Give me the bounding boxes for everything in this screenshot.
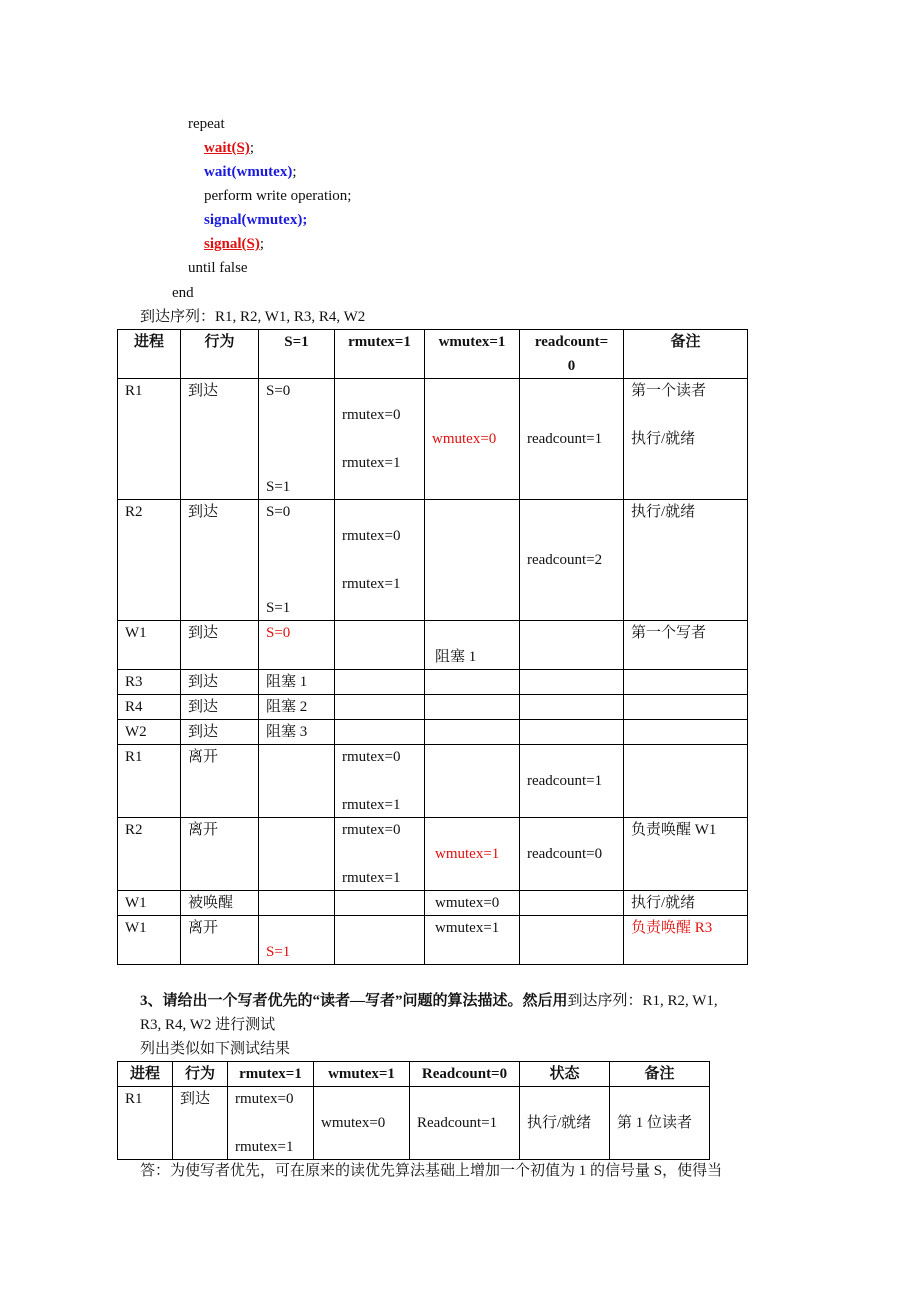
question-3-sequence: 到达序列：R1, R2, W1, [567, 993, 718, 1009]
cell-rmutex: rmutex=0 rmutex=1 [335, 745, 425, 818]
cell-wmutex: wmutex=0 [425, 379, 520, 500]
cell-remark [624, 745, 748, 818]
table-row [118, 818, 748, 891]
cell-rmutex [335, 621, 425, 670]
cell-process: W1 [118, 916, 181, 965]
table-row [118, 500, 748, 621]
cell-s: S=1 [259, 916, 335, 965]
cell-s [259, 818, 335, 891]
cell-action: 到达 [181, 500, 259, 621]
cell-process: R4 [118, 695, 181, 720]
header-remark: 备注 [624, 330, 748, 379]
cell-readcount [520, 916, 624, 965]
cell-wmutex: 阻塞 1 [425, 621, 520, 670]
cell-readcount: readcount=0 [520, 818, 624, 891]
cell-wmutex: wmutex=0 [314, 1087, 410, 1160]
header-wmutex: wmutex=1 [314, 1062, 410, 1087]
cell-wmutex: wmutex=1 [425, 818, 520, 891]
cell-remark: 负责唤醒 W1 [624, 818, 748, 891]
cell-s: S=0 [259, 621, 335, 670]
code-wait-s-call: wait(S) [204, 140, 250, 156]
cell-readcount: readcount=1 [520, 379, 624, 500]
cell-rmutex [335, 891, 425, 916]
cell-rmutex: rmutex=0 rmutex=1 [335, 500, 425, 621]
cell-s [259, 891, 335, 916]
table-row [118, 916, 748, 965]
header-wmutex: wmutex=1 [425, 330, 520, 379]
code-wait-s [204, 138, 254, 158]
table-row [118, 1087, 710, 1160]
code-signal-wmutex: signal(wmutex); [204, 212, 308, 228]
code-semicolon: ; [249, 140, 254, 156]
cell-rmutex: rmutex=0 rmutex=1 [335, 379, 425, 500]
cell-process: R3 [118, 670, 181, 695]
code-signal-s [204, 234, 264, 254]
code-end: end [172, 285, 194, 301]
cell-wmutex [425, 500, 520, 621]
cell-action: 到达 [181, 670, 259, 695]
cell-readcount [520, 891, 624, 916]
code-until: until false [188, 260, 248, 276]
cell-s: 阻塞 3 [259, 720, 335, 745]
cell-action: 到达 [181, 379, 259, 500]
cell-s: 阻塞 2 [259, 695, 335, 720]
cell-action: 离开 [181, 916, 259, 965]
cell-action: 被唤醒 [181, 891, 259, 916]
cell-remark: 第一个读者 执行/就绪 [624, 379, 748, 500]
header-action: 行为 [173, 1062, 228, 1087]
table-row [118, 379, 748, 500]
code-semicolon: ; [259, 236, 265, 252]
code-wait-wmutex [204, 162, 296, 182]
header-state: 状态 [520, 1062, 610, 1087]
table-row [118, 891, 748, 916]
header-readcount: Readcount=0 [410, 1062, 520, 1087]
header-rmutex: rmutex=1 [228, 1062, 314, 1087]
cell-process: R1 [118, 1087, 173, 1160]
cell-wmutex: wmutex=0 [425, 891, 520, 916]
question-3-bold: 3、请给出一个写者优先的“读者—写者”问题的算法描述。然后用 [140, 993, 568, 1009]
header-action: 行为 [181, 330, 259, 379]
header-remark: 备注 [610, 1062, 710, 1087]
cell-readcount: readcount=2 [520, 500, 624, 621]
cell-process: R2 [118, 818, 181, 891]
cell-wmutex [425, 745, 520, 818]
cell-s [259, 745, 335, 818]
cell-remark: 负责唤醒 R3 [624, 916, 748, 965]
cell-process: R1 [118, 745, 181, 818]
cell-s: S=0 S=1 [259, 379, 335, 500]
cell-readcount [520, 621, 624, 670]
cell-remark: 第 1 位读者 [610, 1087, 710, 1160]
cell-rmutex [335, 916, 425, 965]
table-row [118, 670, 748, 695]
table-row [118, 621, 748, 670]
question-3 [140, 991, 718, 1011]
cell-process: R2 [118, 500, 181, 621]
cell-remark: 第一个写者 [624, 621, 748, 670]
code-repeat: repeat [188, 116, 225, 132]
cell-readcount: Readcount=1 [410, 1087, 520, 1160]
cell-rmutex: rmutex=0 rmutex=1 [228, 1087, 314, 1160]
cell-process: W1 [118, 891, 181, 916]
cell-process: W2 [118, 720, 181, 745]
trace-table-1 [117, 329, 748, 965]
cell-action: 到达 [181, 720, 259, 745]
table-row [118, 695, 748, 720]
header-process: 进程 [118, 1062, 173, 1087]
question-3-line3: 列出类似如下测试结果 [140, 1041, 291, 1057]
cell-wmutex: wmutex=1 [425, 916, 520, 965]
cell-remark: 执行/就绪 [624, 891, 748, 916]
cell-process: R1 [118, 379, 181, 500]
cell-process: W1 [118, 621, 181, 670]
cell-rmutex: rmutex=0 rmutex=1 [335, 818, 425, 891]
cell-remark: 执行/就绪 [624, 500, 748, 621]
cell-s: S=0 S=1 [259, 500, 335, 621]
answer-text: 答：为使写者优先，可在原来的读优先算法基础上增加一个初值为 1 的信号量 S，使得当 [140, 1163, 723, 1179]
code-signal-s-call: signal(S) [204, 236, 260, 252]
cell-readcount: readcount=1 [520, 745, 624, 818]
header-readcount: readcount= 0 [520, 330, 624, 379]
sequence-line: 到达序列：R1, R2, W1, R3, R4, W2 [140, 309, 366, 325]
header-s: S=1 [259, 330, 335, 379]
cell-action: 到达 [181, 621, 259, 670]
cell-s: 阻塞 1 [259, 670, 335, 695]
cell-state: 执行/就绪 [520, 1087, 610, 1160]
code-wait-wmutex-call: wait(wmutex) [204, 164, 293, 180]
code-semicolon: ; [292, 164, 297, 180]
cell-action: 离开 [181, 818, 259, 891]
trace-table-2 [117, 1061, 710, 1160]
cell-action: 离开 [181, 745, 259, 818]
cell-action: 到达 [181, 695, 259, 720]
question-3-line2: R3, R4, W2 进行测试 [140, 1017, 276, 1033]
header-process: 进程 [118, 330, 181, 379]
cell-action: 到达 [173, 1087, 228, 1160]
header-rmutex: rmutex=1 [335, 330, 425, 379]
table-row [118, 720, 748, 745]
table-row [118, 745, 748, 818]
code-perform: perform write operation; [204, 188, 352, 204]
